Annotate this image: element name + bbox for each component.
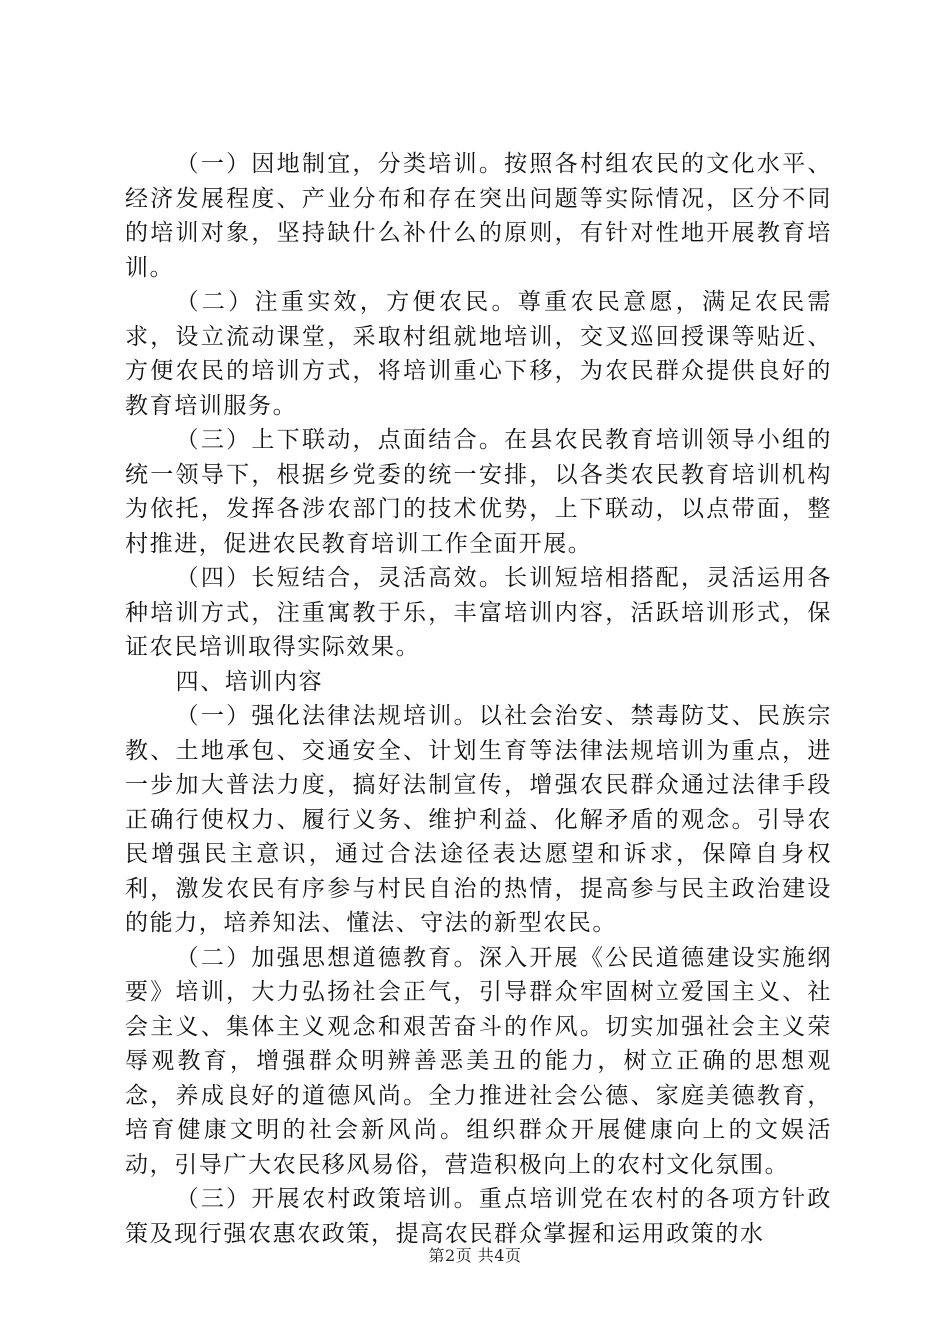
paragraph-3: （三）上下联动，点面结合。在县农民教育培训领导小组的统一领导下，根据乡党委的统一安排，以各类农民教育培训机构为依托，发挥各涉农部门的技术优势，上下联动，以点带面，整村推进，促进农民教育培训工作全面开展。 (125, 427, 832, 557)
paragraph-6: （二）加强思想道德教育。深入开展《公民道德建设实施纲要》培训，大力弘扬社会正气，引导群众牢固树立爱国主义、社会主义、集体主义观念和艰苦奋斗的作风。切实加强社会主义荣辱观教育，增强群众明辨善恶美丑的能力，树立正确的思想观念，养成良好的道德风尚。全力推进社会公德、家庭美德教育，培育健康文明的社会新风尚。组织群众开展健康向上的文娱活动，引导广大农民移风易俗，营造积极向上的农村文化氛围。 (125, 944, 832, 1178)
paragraph-1: （一）因地制宜，分类培训。按照各村组农民的文化水平、经济发展程度、产业分布和存在突出问题等实际情况，区分不同的培训对象，坚持缺什么补什么的原则，有针对性地开展教育培训。 (125, 151, 832, 281)
document-body (125, 147, 832, 1251)
paragraph-2: （二）注重实效，方便农民。尊重农民意愿，满足农民需求，设立流动课堂，采取村组就地培训，交叉巡回授课等贴近、方便农民的培训方式，将培训重心下移，为农民群众提供良好的教育培训服务。 (125, 289, 832, 419)
page-number-footer: 第2页 共4页 (428, 1246, 522, 1265)
section-heading: 四、培训内容 (175, 668, 324, 695)
paragraph-4: （四）长短结合，灵活高效。长训短培相搭配，灵活运用各种培训方式，注重寓教于乐，丰富培训内容，活跃培训形式，保证农民培训取得实际效果。 (125, 565, 832, 660)
paragraph-5: （一）强化法律法规培训。以社会治安、禁毒防艾、民族宗教、土地承包、交通安全、计划生育等法律法规培训为重点，进一步加大普法力度，搞好法制宣传，增强农民群众通过法律手段正确行使权力、履行义务、维护利益、化解矛盾的观念。引导农民增强民主意识，通过合法途径表达愿望和诉求，保障自身权利，激发农民有序参与村民自治的热情，提高参与民主政治建设的能力，培养知法、懂法、守法的新型农民。 (125, 703, 832, 936)
paragraph-7: （三）开展农村政策培训。重点培训党在农村的各项方针政策及现行强农惠农政策，提高农民群众掌握和运用政策的水 (125, 1186, 832, 1247)
